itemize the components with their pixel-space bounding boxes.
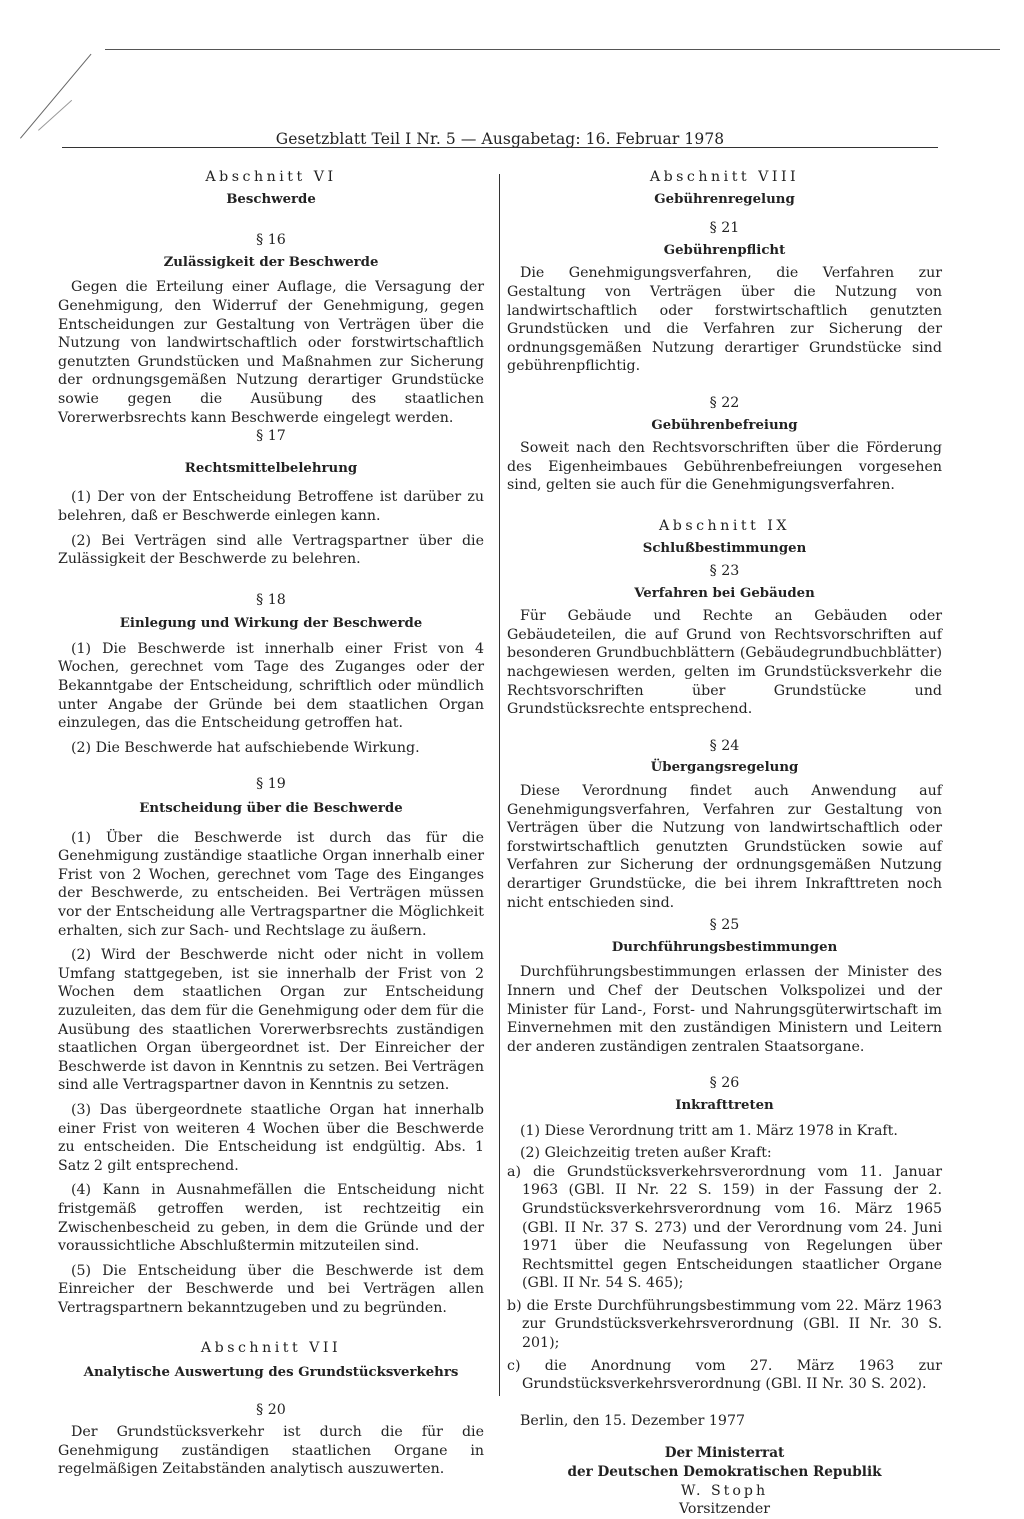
paragraph-number: § 23: [709, 563, 740, 580]
paragraph-title: Durchführungsbestimmungen: [611, 939, 838, 955]
section-heading: Gebührenregelung: [654, 191, 795, 207]
left-column: [58, 168, 484, 1479]
paragraph-text: (2) Wird der Beschwerde nicht oder nicht in vollem Umfang stattgegeben, ist sie innerhalb der Frist von 2 Wochen dem staatlichen Organ zur Entscheidung zuzuleiten, das dem für die Genehmigung oder dem für die Ausübung des staatlichen Vorerwerbsrechts zuständigen staatlichen Organ übergeordnet ist. Der Einreicher der Beschwerde ist davon in Kenntnis zu setzen. Bei Verträgen sind alle Vertragspartner davon in Kenntnis zu setzen.: [58, 947, 484, 1094]
list-item: b) die Erste Durchführungsbestimmung vom 22. März 1963 zur Grundstücksverkehrsverordnung (GBl. II Nr. 30 S. 201);: [507, 1297, 942, 1352]
section-heading: Analytische Auswertung des Grundstücksverkehrs: [83, 1365, 459, 1381]
paragraph-text: Die Genehmigungsverfahren, die Verfahren zur Gestaltung von Verträgen über die Nutzung von landwirtschaftlich oder forstwirtschaftlich genutzten Grundstücken und die Verfahren zur Sicherung der ordnungsgemäßen Nutzung derartiger Grundstücke sind gebührenpflichtig.: [507, 265, 942, 375]
paragraph-text: (3) Das übergeordnete staatliche Organ hat innerhalb einer Frist von weiteren 4 Wochen über die Beschwerde zu entscheiden. Die Entscheidung ist endgültig. Abs. 1 Satz 2 gilt entsprechend.: [58, 1101, 484, 1174]
scan-edge-line: [105, 49, 1000, 50]
paragraph-number: § 18: [256, 591, 286, 608]
paragraph-number: § 25: [709, 917, 740, 934]
scan-fold-line: [20, 54, 91, 139]
section-title: Abschnitt VII: [200, 1340, 342, 1357]
signatory-body: Der Ministerrat: [664, 1445, 785, 1462]
section-heading: Schlußbestimmungen: [642, 540, 807, 556]
paragraph-title: Einlegung und Wirkung der Beschwerde: [119, 616, 423, 632]
paragraph-title: Übergangsregelung: [650, 760, 799, 776]
paragraph-number: § 26: [709, 1075, 740, 1092]
signatory-role: Vorsitzender: [678, 1501, 771, 1518]
paragraph-title: Gebührenbefreiung: [651, 417, 798, 433]
paragraph-number: § 21: [709, 220, 740, 237]
scan-fold-line: [38, 100, 72, 131]
paragraph-text: (1) Die Beschwerde ist innerhalb einer Frist von 4 Wochen, gerechnet vom Tage des Zuganges oder der Bekanntgabe der Entscheidung, schriftlich oder mündlich unter Angabe der Gründe bei dem staatlichen Organ einzulegen, das die Entscheidung getroffen hat.: [58, 640, 484, 732]
paragraph-text: Durchführungsbestimmungen erlassen der Minister des Innern und Chef der Deutschen Volkspolizei und der Minister für Land-, Forst- und Nahrungsgüterwirtschaft im Einvernehmen mit den zuständigen Ministern und Leitern der anderen zuständigen zentralen Staatsorgane.: [507, 964, 942, 1055]
signatory-body: der Deutschen Demokratischen Republik: [567, 1464, 882, 1481]
running-head: Gesetzblatt Teil I Nr. 5 — Ausgabetag: 16. Februar 1978: [275, 130, 725, 148]
paragraph-number: § 22: [709, 394, 740, 411]
paragraph-number: § 17: [256, 428, 286, 445]
column-divider: [499, 174, 500, 1396]
paragraph-text: (2) Bei Verträgen sind alle Vertragspartner über die Zulässigkeit der Beschwerde zu belehren.: [58, 532, 484, 568]
paragraph-text: Diese Verordnung findet auch Anwendung auf Genehmigungsverfahren, Verfahren zur Gestaltung von Verträgen über die Nutzung von landwirtschaftlich oder forstwirtschaftlich genutzten Grundstücken sowie auf Verfahren zur Sicherung der ordnungsgemäßen Nutzung derartiger Grundstücke, die bei ihrem Inkrafttreten noch nicht entschieden sind.: [507, 783, 942, 911]
paragraph-text: Gegen die Erteilung einer Auflage, die Versagung der Genehmigung, den Widerruf der Genehmigung, gegen Entscheidungen zur Gestaltung von Verträgen über die Nutzung von landwirtschaftlich oder forstwirtschaftlich genutzten Grundstücken und Maßnahmen zur Sicherung der ordnungsgemäßen Nutzung derartiger Grundstücke sowie gegen die Ausübung des staatlichen Vorerwerbsrechts kann Beschwerde eingelegt werden.: [58, 279, 484, 426]
paragraph-number: § 20: [256, 1401, 286, 1418]
paragraph-number: § 24: [709, 737, 740, 754]
paragraph-title: Zulässigkeit der Beschwerde: [163, 254, 379, 270]
section-title: Abschnitt VIII: [649, 169, 800, 185]
paragraph-text: Der Grundstücksverkehr ist durch die für die Genehmigung zuständigen staatlichen Organe in regelmäßigen Zeitabständen analytisch auszuwerten.: [58, 1424, 484, 1478]
section-heading: Beschwerde: [226, 191, 316, 207]
section-title: Abschnitt VI: [205, 169, 337, 185]
paragraph-title: Entscheidung über die Beschwerde: [139, 801, 403, 817]
paragraph-title: Inkrafttreten: [675, 1097, 774, 1113]
paragraph-text: Für Gebäude und Rechte an Gebäuden oder Gebäudeteilen, die auf Grund von Rechtsvorschriften auf besonderen Grundbuchblättern (Gebäudegrundbuchblätter) nachgewiesen werden, gelten im Grundstücksverkehr die Rechtsvorschriften über Grundstücke und Grundstücksrechte entsprechend.: [507, 608, 942, 718]
paragraph-title: Rechtsmittelbelehrung: [184, 460, 358, 476]
paragraph-text: (1) Über die Beschwerde ist durch das für die Genehmigung zuständige staatliche Organ innerhalb einer Frist von 2 Wochen, gerechnet vom Tage des Einganges der Beschwerde, zu entscheiden. Bei Verträgen müssen vor der Entscheidung alle Vertragspartner die Möglichkeit erhalten, sich zur Sach- und Rechtslage zu äußern.: [58, 829, 484, 939]
paragraph-number: § 19: [256, 776, 286, 793]
header-rule: [62, 147, 938, 148]
paragraph-text: Soweit nach den Rechtsvorschriften über die Förderung des Eigenheimbaues Gebührenbefreiungen vorgesehen sind, gelten sie auch für die Genehmigungsverfahren.: [507, 440, 942, 494]
right-column: [507, 168, 942, 1519]
list-item: a) die Grundstücksverkehrsverordnung vom 11. Januar 1963 (GBl. II Nr. 22 S. 159) in der Fassung der 2. Grundstücksverkehrsverordnung vom 16. März 1965 (GBl. II Nr. 37 S. 273) und der Verordnung vom 24. Juni 1971 über die Neufassung von Regelungen über Rechtsmittel gegen Entscheidungen staatlicher Organe (GBl. II Nr. 54 S. 465);: [507, 1163, 942, 1292]
paragraph-text: (5) Die Entscheidung über die Beschwerde ist dem Einreicher der Beschwerde und bei Verträgen allen Vertragspartnern bekanntzugeben und zu begründen.: [58, 1262, 484, 1316]
section-title: Abschnitt IX: [659, 517, 790, 534]
list-item: c) die Anordnung vom 27. März 1963 zur Grundstücksverkehrsverordnung (GBl. II Nr. 30 S. 202).: [507, 1357, 942, 1393]
paragraph-text: (4) Kann in Ausnahmefällen die Entscheidung nicht fristgemäß getroffen werden, ist rechtzeitig ein Zwischenbescheid zu geben, in dem die Gründe und der voraussichtliche Abschlußtermin mitzuteilen sind.: [58, 1182, 484, 1255]
paragraph-text: (1) Der von der Entscheidung Betroffene ist darüber zu belehren, daß er Beschwerde einlegen kann.: [58, 489, 484, 524]
paragraph-title: Verfahren bei Gebäuden: [634, 585, 815, 601]
paragraph-text: (2) Die Beschwerde hat aufschiebende Wirkung.: [71, 739, 420, 756]
paragraph-number: § 16: [256, 232, 286, 249]
place-date: Berlin, den 15. Dezember 1977: [520, 1412, 746, 1429]
paragraph-title: Gebührenpflicht: [663, 242, 786, 258]
paragraph-text: (1) Diese Verordnung tritt am 1. März 1978 in Kraft.: [520, 1122, 898, 1139]
paragraph-text: (2) Gleichzeitig treten außer Kraft:: [520, 1145, 772, 1162]
signatory-name: W. Stoph: [680, 1482, 769, 1499]
